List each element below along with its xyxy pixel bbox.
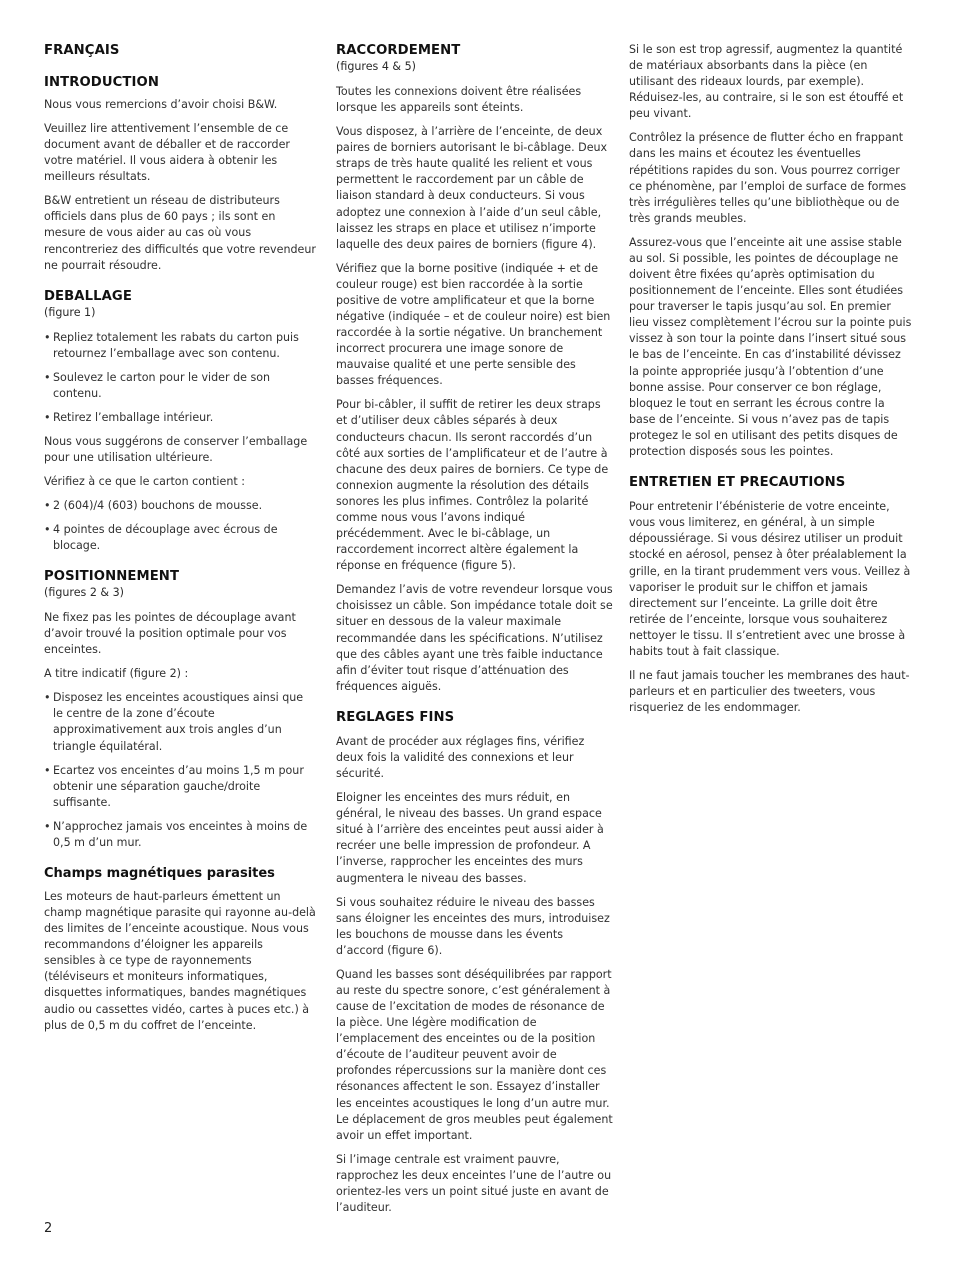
fine-tuning-paragraph-2: Contrôlez la présence de flutter écho en frappant dans les mains et écoutez les éventuelles répétitions rapides du son. Vous pourrez corriger ce phénomène, par l’emploi de surface de formes très irrégulières telles qu’une bibliothèque ou de très grands meubles. — [629, 131, 907, 225]
list-item: • 4 pointes de découplage avec écrous de blocage. — [44, 522, 278, 552]
intro-paragraph-2: Veuillez lire attentivement l’ensemble de ce document avant de déballer et de raccorder votre matériel. Il vous aidera à obtenir les meilleurs résultats. — [44, 121, 290, 184]
deballage-steps-list — [44, 330, 316, 426]
reglages-heading: REGLAGES FINS — [336, 709, 455, 725]
reglages-paragraph-4: Quand les basses sont déséquilibrées par rapport au reste du spectre sonore, c’est généralement à cause de l’excitation de modes de résonance de la pièce. Une légère modification de l’emplacement des enceintes ou de la position d’écoute de l’auditeur peuvent avoir de profondes répercussions sur la manière dont ces résonances affectent le son. Essayez d’installer les enceintes acoustiques le long d’un autre mur. Le déplacement de gros meubles peut également avoir un effet important. — [336, 967, 613, 1142]
column-3 — [629, 42, 913, 724]
language-heading: FRANÇAIS — [44, 43, 120, 58]
entretien-heading: ENTRETIEN ET PRECAUTIONS — [629, 475, 846, 491]
intro-paragraph-3: B&W entretient un réseau de distributeurs officiels dans plus de 60 pays ; ils sont en mesure de vous aider au cas où vous rencontreriez des difficultés que votre revendeur ne pourrait résoudre. — [44, 194, 316, 272]
raccordement-paragraph-1: Toutes les connexions doivent être réalisées lorsque les appareils sont éteints. — [336, 85, 582, 115]
list-item: • Soulevez le carton pour le vider de son contenu. — [44, 370, 271, 400]
fine-tuning-paragraph-3: Assurez-vous que l’enceinte ait une assise stable au sol. Si possible, les pointes de découplage ne doivent être fixées qu’après optimisation du positionnement de l’enceinte. Elles sont étudiées pour traverser le tapis jusqu’au sol. En premier lieu vissez complètement l’écrou sur la pointe puis vissez à son tour la pointe dans l’insert situé sous le bas de l’enceinte. En cas d’instabilité dévissez la pointe appropriée jusqu’à l’obtention d’une bonne assise. Pour conserver ce bon réglage, bloquez le tout en serrant les écrous contre la base de l’enceinte. Si vous n’avez pas de tapis protegez le sol en utilisant des petits disques de protection disposés sous les pointes. — [629, 235, 912, 459]
raccordement-heading: RACCORDEMENT — [336, 43, 461, 58]
deballage-subtitle: (figure 1) — [44, 305, 96, 319]
list-item: • Ecartez vos enceintes d’au moins 1,5 m pour obtenir une séparation gauche/droite suffisante. — [44, 763, 304, 809]
positionnement-list — [44, 690, 316, 851]
fine-tuning-paragraph-1: Si le son est trop agressif, augmentez la quantité de matériaux absorbants dans la pièce (en utilisant des rideaux lourds, par exemple). Réduisez-les, au contraire, si le son est étouffé et peu vivant. — [629, 43, 904, 121]
positionnement-subtitle: (figures 2 & 3) — [44, 586, 124, 600]
intro-paragraph-1: Nous vous remercions d’avoir choisi B&W. — [44, 98, 278, 111]
reglages-paragraph-5: Si l’image centrale est vraiment pauvre, rapprochez les deux enceintes l’une de l’autre ou orientez-les vers un point situé juste en avant de l’auditeur. — [336, 1152, 612, 1215]
entretien-paragraph-2: Il ne faut jamais toucher les membranes des haut-parleurs et en particulier des tweeters, vous risqueriez de les endommager. — [629, 668, 910, 715]
raccordement-paragraph-5: Demandez l’avis de votre revendeur lorsque vous choisissez un câble. Son impédance totale doit se situer en dessous de la valeur maximale recommandée dans les spécifications. N’utilisez que des câbles ayant une très faible inductance afin d’éviter tout risque d’atténuation des fréquences aiguës. — [336, 583, 613, 693]
champs-paragraph: Les moteurs de haut-parleurs émettent un champ magnétique parasite qui rayonne au-delà des limites de l’enceinte acoustique. Nous vous recommandons d’éloigner les appareils sensibles à ce type de rayonnements (téléviseurs et moniteurs informatiques, disquettes informatiques, bandes magnétiques audio ou cassettes vidéo, cartes à puces etc.) à plus de 0,5 m du coffret de l’enceinte. — [44, 889, 316, 1032]
deballage-paragraph-2: Vérifiez à ce que le carton contient : — [44, 474, 245, 488]
column-2 — [336, 42, 614, 1224]
list-item: • Disposez les enceintes acoustiques ainsi que le centre de la zone d’écoute approximativement aux trois angles d’un triangle équilatéral. — [44, 691, 304, 753]
positionnement-paragraph-1: Ne fixez pas les pointes de découplage avant d’avoir trouvé la position optimale pour vos enceintes. — [44, 611, 296, 657]
entretien-paragraph-1: Pour entretenir l’ébénisterie de votre enceinte, vous vous limiterez, en général, à un simple dépoussiérage. Si vous désirez utiliser un produit stocké en aérosol, pensez à ôter préalablement la grille, en la tirant prudemment vers vous. Veillez à vaporiser le produit sur le chiffon et jamais directement sur l’enceinte. La grille doit être retirée de l’enceinte, lorsque vous souhaiterez nettoyer le tissu. Il s’entretient avec une brosse à habits tout à fait classique. — [629, 500, 911, 658]
list-item: • Retirez l’emballage intérieur. — [44, 410, 214, 424]
positionnement-paragraph-2: A titre indicatif (figure 2) : — [44, 667, 189, 681]
column-1 — [44, 42, 316, 1042]
reglages-paragraph-2: Eloigner les enceintes des murs réduit, en général, le niveau des basses. Un grand espace situé à l’arrière des enceintes peut aussi aider à recréer une belle impression de profondeur. A l’inverse, rapprocher les enceintes des murs augmentera le niveau des basses. — [336, 791, 604, 885]
deballage-heading: DEBALLAGE — [44, 288, 132, 304]
raccordement-paragraph-4: Pour bi-câbler, il suffit de retirer les deux straps et d’utiliser deux câbles séparés à deux conducteurs chacun. Ils seront raccordés d’un côté aux sorties de l’amplificateur et de l’autre à chacune des deux paires de borniers. Ce type de connexion augmente la résolution des détails sonores les plus infimes. Contrôlez la polarité comme nous vous l’avons indiqué précédemment. Avec le bi-câblage, un raccordement incorrect altère également la réponse en fréquence (figure 5). — [336, 398, 609, 573]
page-number: 2 — [44, 1221, 53, 1236]
reglages-paragraph-1: Avant de procéder aux réglages fins, vérifiez deux fois la validité des connexions et leur sécurité. — [336, 734, 585, 781]
raccordement-paragraph-3: Vérifiez que la borne positive (indiquée + et de couleur rouge) est bien raccordée à la sortie positive de votre amplificateur et que la borne négative (indiquée – et de couleur noire) est bien raccordée à la sortie négative. Un branchement incorrect procurera une image sonore de mauvaise qualité et une perte sensible des basses fréquences. — [336, 261, 611, 388]
list-item: • Repliez totalement les rabats du carton puis retournez l’emballage avec son contenu. — [44, 330, 299, 360]
list-item: • 2 (604)/4 (603) bouchons de mousse. — [44, 498, 263, 512]
raccordement-subtitle: (figures 4 & 5) — [336, 60, 416, 73]
carton-contents-list — [44, 498, 316, 554]
list-item: • N’approchez jamais vos enceintes à moins de 0,5 m d’un mur. — [44, 819, 308, 849]
raccordement-paragraph-2: Vous disposez, à l’arrière de l’enceinte, de deux paires de borniers autorisant le bi-câblage. Deux straps de très haute qualité les relient et vous permettent le raccordement par un câble de liaison standard à deux conducteurs. Si vous adoptez une connexion à l’aide d’un seul câble, laissez les straps en place et utilisez n’importe laquelle des deux paires de borniers (figure 4). — [336, 125, 608, 251]
positionnement-heading: POSITIONNEMENT — [44, 569, 180, 585]
reglages-paragraph-3: Si vous souhaitez réduire le niveau des basses sans éloigner les enceintes des murs, introduisez les bouchons de mousse dans les évents d’accord (figure 6). — [336, 895, 610, 957]
introduction-heading: INTRODUCTION — [44, 75, 159, 90]
champs-heading: Champs magnétiques parasites — [44, 865, 275, 881]
deballage-paragraph-1: Nous vous suggérons de conserver l’emballage pour une utilisation ultérieure. — [44, 434, 308, 464]
